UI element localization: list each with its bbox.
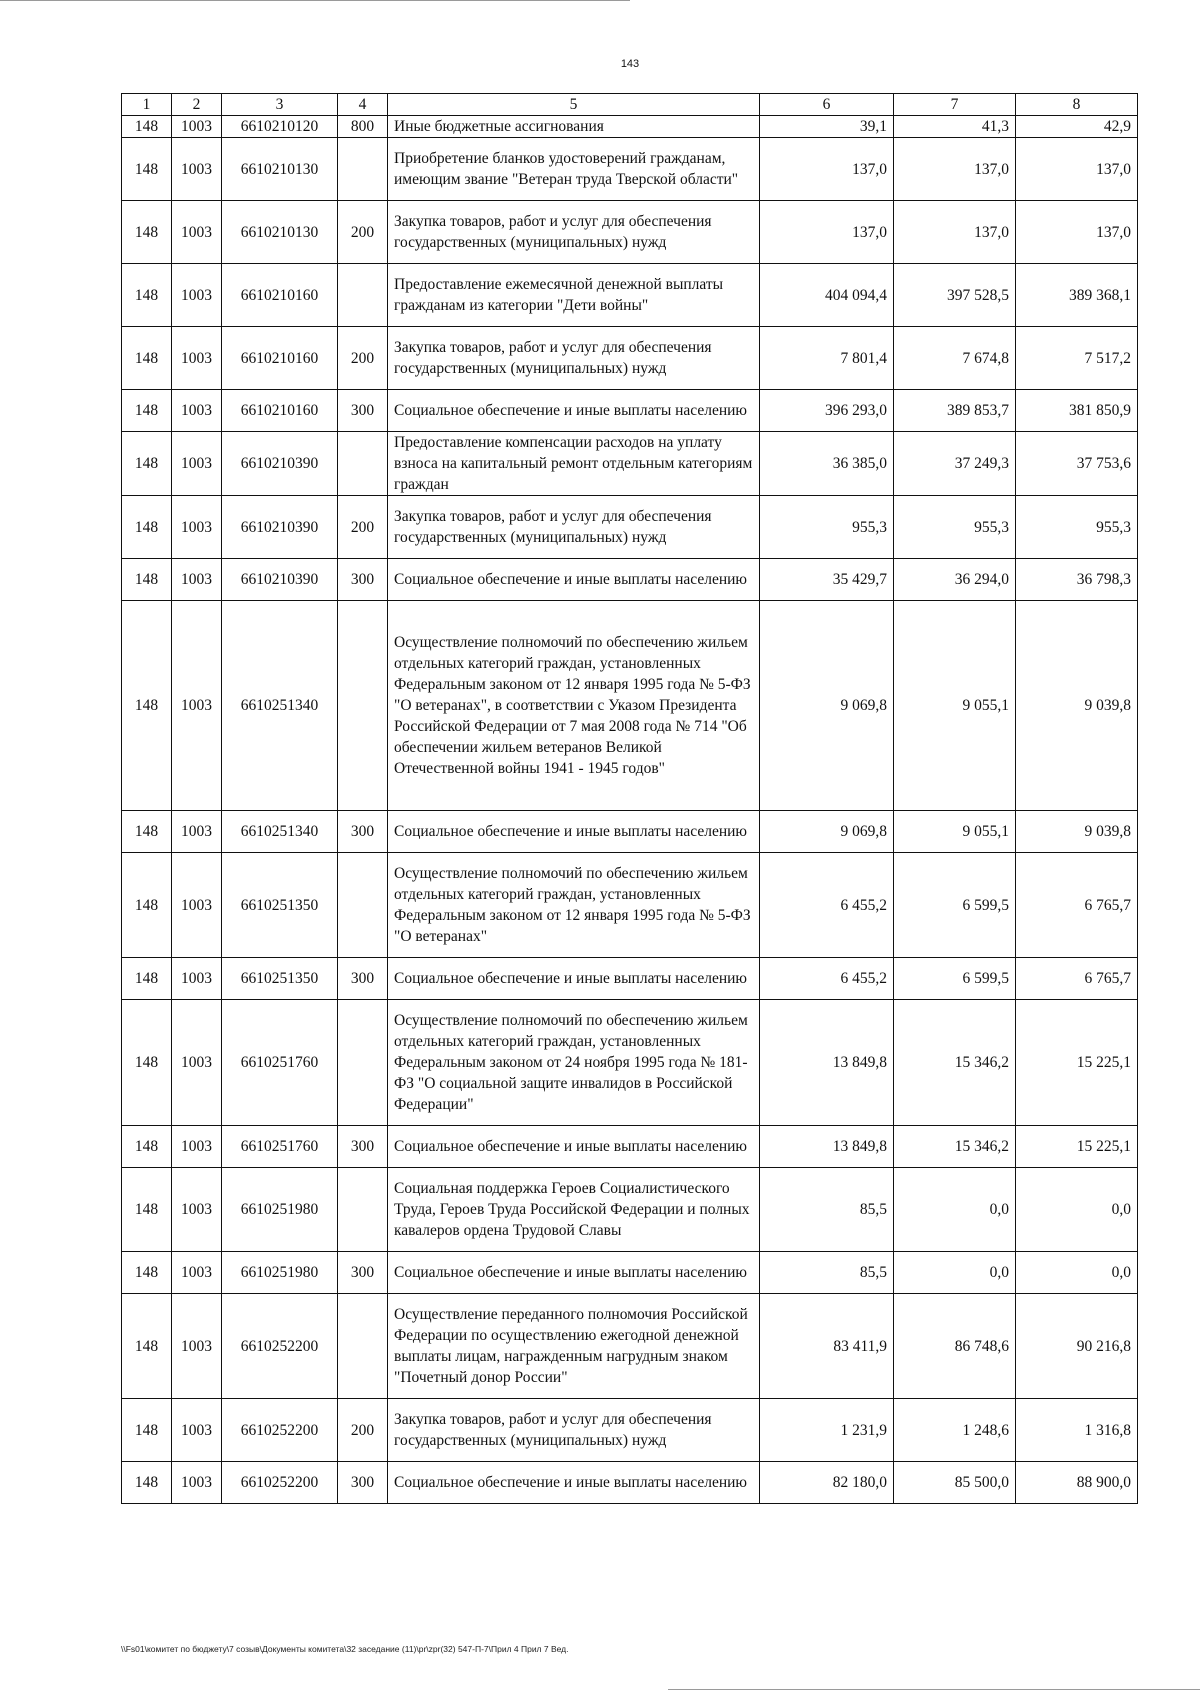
amount-year-1: 82 180,0 [760,1462,894,1504]
amount-year-3: 37 753,6 [1016,432,1138,496]
column-header: 1 [122,94,172,116]
expense-type-code: 200 [338,496,388,559]
expense-type-code [338,1168,388,1252]
scan-edge-bottom [668,1689,1200,1690]
section-code: 1003 [172,601,222,811]
item-description: Закупка товаров, работ и услуг для обеспечения государственных (муниципальных) нужд [388,327,760,390]
column-header: 5 [388,94,760,116]
budget-admin-code: 148 [122,264,172,327]
section-code: 1003 [172,1462,222,1504]
budget-admin-code: 148 [122,1000,172,1126]
target-article-code: 6610251340 [222,601,338,811]
item-description: Предоставление компенсации расходов на уплату взноса на капитальный ремонт отдельным категориям граждан [388,432,760,496]
item-description: Предоставление ежемесячной денежной выплаты гражданам из категории "Дети войны" [388,264,760,327]
table-row [122,958,1138,1000]
amount-year-2: 15 346,2 [894,1000,1016,1126]
section-code: 1003 [172,1252,222,1294]
expense-type-code: 300 [338,1252,388,1294]
amount-year-1: 39,1 [760,116,894,138]
expense-type-code [338,264,388,327]
expense-type-code [338,138,388,201]
amount-year-3: 381 850,9 [1016,390,1138,432]
item-description: Закупка товаров, работ и услуг для обеспечения государственных (муниципальных) нужд [388,496,760,559]
amount-year-3: 137,0 [1016,201,1138,264]
budget-admin-code: 148 [122,1168,172,1252]
target-article-code: 6610251980 [222,1252,338,1294]
expense-type-code [338,853,388,958]
amount-year-3: 15 225,1 [1016,1000,1138,1126]
amount-year-2: 9 055,1 [894,811,1016,853]
amount-year-3: 9 039,8 [1016,811,1138,853]
budget-admin-code: 148 [122,432,172,496]
table-body [122,116,1138,1504]
item-description: Осуществление полномочий по обеспечению жильем отдельных категорий граждан, установленных Федеральным законом от 24 ноября 1995 года № 181-ФЗ "О социальной защите инвалидов в Российской Федерации" [388,1000,760,1126]
budget-admin-code: 148 [122,138,172,201]
section-code: 1003 [172,264,222,327]
table-row [122,496,1138,559]
column-header: 4 [338,94,388,116]
target-article-code: 6610210390 [222,432,338,496]
amount-year-1: 7 801,4 [760,327,894,390]
amount-year-1: 6 455,2 [760,853,894,958]
column-header: 6 [760,94,894,116]
amount-year-2: 36 294,0 [894,559,1016,601]
item-description: Социальное обеспечение и иные выплаты населению [388,1462,760,1504]
section-code: 1003 [172,116,222,138]
amount-year-1: 137,0 [760,201,894,264]
item-description: Социальное обеспечение и иные выплаты населению [388,390,760,432]
budget-admin-code: 148 [122,601,172,811]
amount-year-1: 83 411,9 [760,1294,894,1399]
item-description: Социальное обеспечение и иные выплаты населению [388,1126,760,1168]
column-header: 8 [1016,94,1138,116]
item-description: Закупка товаров, работ и услуг для обеспечения государственных (муниципальных) нужд [388,1399,760,1462]
amount-year-2: 7 674,8 [894,327,1016,390]
item-description: Социальная поддержка Героев Социалистического Труда, Героев Труда Российской Федерации и полных кавалеров ордена Трудовой Славы [388,1168,760,1252]
table-row [122,1000,1138,1126]
budget-admin-code: 148 [122,811,172,853]
table-row [122,811,1138,853]
section-code: 1003 [172,1168,222,1252]
amount-year-2: 137,0 [894,201,1016,264]
amount-year-3: 389 368,1 [1016,264,1138,327]
item-description: Социальное обеспечение и иные выплаты населению [388,958,760,1000]
item-description: Социальное обеспечение и иные выплаты населению [388,1252,760,1294]
amount-year-2: 41,3 [894,116,1016,138]
section-code: 1003 [172,201,222,264]
amount-year-1: 85,5 [760,1252,894,1294]
amount-year-1: 85,5 [760,1168,894,1252]
amount-year-1: 13 849,8 [760,1000,894,1126]
section-code: 1003 [172,327,222,390]
column-header: 3 [222,94,338,116]
expense-type-code: 300 [338,1462,388,1504]
amount-year-3: 9 039,8 [1016,601,1138,811]
target-article-code: 6610210130 [222,201,338,264]
amount-year-2: 37 249,3 [894,432,1016,496]
target-article-code: 6610210120 [222,116,338,138]
expense-type-code: 300 [338,559,388,601]
budget-admin-code: 148 [122,1294,172,1399]
section-code: 1003 [172,1399,222,1462]
budget-admin-code: 148 [122,559,172,601]
item-description: Приобретение бланков удостоверений гражданам, имеющим звание "Ветеран труда Тверской области" [388,138,760,201]
table-row [122,138,1138,201]
budget-admin-code: 148 [122,1126,172,1168]
section-code: 1003 [172,559,222,601]
amount-year-2: 9 055,1 [894,601,1016,811]
item-description: Осуществление полномочий по обеспечению жильем отдельных категорий граждан, установленных Федеральным законом от 12 января 1995 года № 5-ФЗ "О ветеранах", в соответствии с Указом Президента Российской Федерации от 7 мая 2008 года № 714 "Об обеспечении жильем ветеранов Великой Отечественной войны 1941 - 1945 годов" [388,601,760,811]
target-article-code: 6610251340 [222,811,338,853]
section-code: 1003 [172,138,222,201]
section-code: 1003 [172,1000,222,1126]
amount-year-1: 13 849,8 [760,1126,894,1168]
amount-year-2: 137,0 [894,138,1016,201]
table-row [122,327,1138,390]
expense-type-code: 300 [338,958,388,1000]
amount-year-2: 86 748,6 [894,1294,1016,1399]
amount-year-3: 7 517,2 [1016,327,1138,390]
table-row [122,390,1138,432]
section-code: 1003 [172,958,222,1000]
amount-year-1: 404 094,4 [760,264,894,327]
section-code: 1003 [172,1126,222,1168]
target-article-code: 6610210160 [222,327,338,390]
target-article-code: 6610251760 [222,1000,338,1126]
section-code: 1003 [172,811,222,853]
amount-year-3: 42,9 [1016,116,1138,138]
column-header: 2 [172,94,222,116]
section-code: 1003 [172,1294,222,1399]
section-code: 1003 [172,390,222,432]
column-header: 7 [894,94,1016,116]
expense-type-code: 800 [338,116,388,138]
expense-type-code: 300 [338,1126,388,1168]
amount-year-1: 6 455,2 [760,958,894,1000]
target-article-code: 6610210130 [222,138,338,201]
budget-admin-code: 148 [122,390,172,432]
budget-admin-code: 148 [122,496,172,559]
expense-type-code: 200 [338,327,388,390]
budget-admin-code: 148 [122,201,172,264]
expense-type-code: 300 [338,811,388,853]
amount-year-2: 6 599,5 [894,853,1016,958]
target-article-code: 6610210390 [222,559,338,601]
budget-admin-code: 148 [122,327,172,390]
amount-year-3: 36 798,3 [1016,559,1138,601]
amount-year-2: 1 248,6 [894,1399,1016,1462]
amount-year-1: 9 069,8 [760,601,894,811]
amount-year-3: 137,0 [1016,138,1138,201]
amount-year-1: 396 293,0 [760,390,894,432]
table-row [122,601,1138,811]
amount-year-3: 0,0 [1016,1168,1138,1252]
item-description: Осуществление переданного полномочия Российской Федерации по осуществлению ежегодной денежной выплаты лицам, награжденным нагрудным знаком "Почетный донор России" [388,1294,760,1399]
table-row [122,853,1138,958]
column-number-row [122,94,1138,116]
table-row [122,1294,1138,1399]
amount-year-2: 6 599,5 [894,958,1016,1000]
expense-type-code [338,1000,388,1126]
table-row [122,201,1138,264]
table-row [122,264,1138,327]
table-row [122,1126,1138,1168]
amount-year-3: 1 316,8 [1016,1399,1138,1462]
item-description: Иные бюджетные ассигнования [388,116,760,138]
footer-file-path: \\Fs01\комитет по бюджету\7 созыв\Документы комитета\32 заседание (11)\pr\zpr(32) 547-П-7\Прил 4 Прил 7 Вед. [121,1644,569,1654]
amount-year-2: 15 346,2 [894,1126,1016,1168]
expense-type-code: 200 [338,201,388,264]
amount-year-2: 85 500,0 [894,1462,1016,1504]
table-row [122,1168,1138,1252]
budget-table [121,93,1138,1504]
amount-year-1: 137,0 [760,138,894,201]
expense-type-code [338,432,388,496]
amount-year-3: 955,3 [1016,496,1138,559]
scan-edge-top [0,0,630,1]
amount-year-3: 88 900,0 [1016,1462,1138,1504]
amount-year-1: 9 069,8 [760,811,894,853]
item-description: Закупка товаров, работ и услуг для обеспечения государственных (муниципальных) нужд [388,201,760,264]
budget-admin-code: 148 [122,1399,172,1462]
table-row [122,116,1138,138]
amount-year-1: 36 385,0 [760,432,894,496]
expense-type-code: 200 [338,1399,388,1462]
item-description: Осуществление полномочий по обеспечению жильем отдельных категорий граждан, установленных Федеральным законом от 12 января 1995 года № 5-ФЗ "О ветеранах" [388,853,760,958]
table-row [122,1252,1138,1294]
section-code: 1003 [172,853,222,958]
section-code: 1003 [172,496,222,559]
amount-year-3: 90 216,8 [1016,1294,1138,1399]
amount-year-2: 397 528,5 [894,264,1016,327]
item-description: Социальное обеспечение и иные выплаты населению [388,811,760,853]
target-article-code: 6610251980 [222,1168,338,1252]
target-article-code: 6610210160 [222,390,338,432]
budget-admin-code: 148 [122,1252,172,1294]
expense-type-code: 300 [338,390,388,432]
page-number: 143 [620,58,640,70]
budget-admin-code: 148 [122,1462,172,1504]
target-article-code: 6610251350 [222,853,338,958]
amount-year-3: 15 225,1 [1016,1126,1138,1168]
target-article-code: 6610210390 [222,496,338,559]
budget-admin-code: 148 [122,116,172,138]
target-article-code: 6610251760 [222,1126,338,1168]
budget-admin-code: 148 [122,958,172,1000]
amount-year-1: 955,3 [760,496,894,559]
table-row [122,1399,1138,1462]
amount-year-1: 1 231,9 [760,1399,894,1462]
table-row [122,559,1138,601]
amount-year-3: 6 765,7 [1016,853,1138,958]
table-row [122,1462,1138,1504]
amount-year-2: 955,3 [894,496,1016,559]
target-article-code: 6610210160 [222,264,338,327]
amount-year-3: 6 765,7 [1016,958,1138,1000]
target-article-code: 6610251350 [222,958,338,1000]
expense-type-code [338,1294,388,1399]
target-article-code: 6610252200 [222,1294,338,1399]
budget-admin-code: 148 [122,853,172,958]
table-row [122,432,1138,496]
section-code: 1003 [172,432,222,496]
target-article-code: 6610252200 [222,1399,338,1462]
amount-year-2: 389 853,7 [894,390,1016,432]
item-description: Социальное обеспечение и иные выплаты населению [388,559,760,601]
amount-year-2: 0,0 [894,1168,1016,1252]
amount-year-1: 35 429,7 [760,559,894,601]
amount-year-2: 0,0 [894,1252,1016,1294]
expense-type-code [338,601,388,811]
amount-year-3: 0,0 [1016,1252,1138,1294]
target-article-code: 6610252200 [222,1462,338,1504]
